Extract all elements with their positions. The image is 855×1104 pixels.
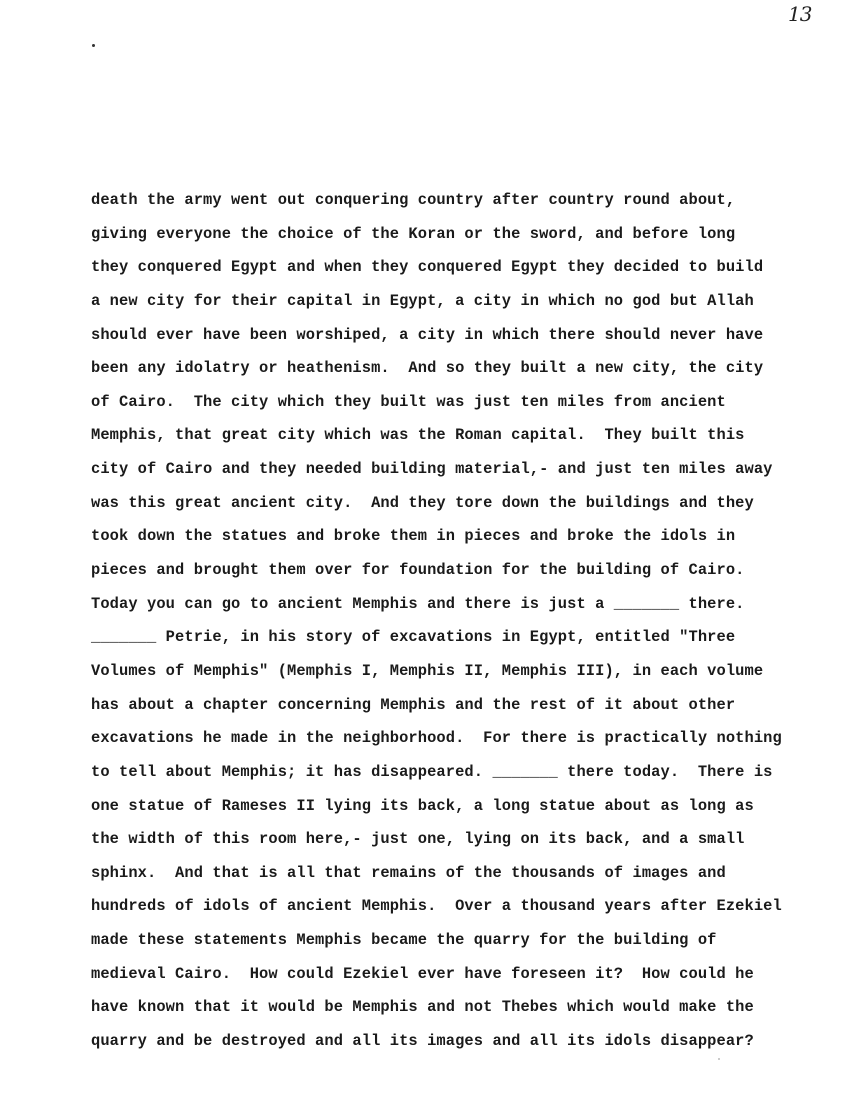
- text-line: to tell about Memphis; it has disappeared. _______ there today. There is: [91, 762, 773, 781]
- text-line: sphinx. And that is all that remains of the thousands of images and: [91, 863, 726, 882]
- text-line: giving everyone the choice of the Koran or the sword, and before long: [91, 224, 736, 243]
- text-line: they conquered Egypt and when they conquered Egypt they decided to build: [91, 258, 764, 277]
- text-line: city of Cairo and they needed building material,- and just ten miles away: [91, 460, 773, 479]
- body-text: [91, 184, 851, 1059]
- text-line: should ever have been worshiped, a city in which there should never have: [91, 325, 764, 344]
- ink-speck: [92, 44, 95, 47]
- text-line: took down the statues and broke them in pieces and broke the idols in: [91, 527, 736, 546]
- page-number: 13: [788, 2, 812, 26]
- text-line: the width of this room here,- just one, lying on its back, and a small: [91, 830, 745, 849]
- text-line: Today you can go to ancient Memphis and there is just a _______ there.: [91, 594, 745, 613]
- text-line: _______ Petrie, in his story of excavations in Egypt, entitled "Three: [91, 628, 736, 647]
- text-line: of Cairo. The city which they built was just ten miles from ancient: [91, 392, 726, 411]
- text-line: hundreds of idols of ancient Memphis. Over a thousand years after Ezekiel: [91, 897, 782, 916]
- text-line: been any idolatry or heathenism. And so they built a new city, the city: [91, 359, 764, 378]
- text-line: made these statements Memphis became the quarry for the building of: [91, 931, 717, 950]
- text-line: Memphis, that great city which was the Roman capital. They built this: [91, 426, 745, 445]
- text-line: medieval Cairo. How could Ezekiel ever have foreseen it? How could he: [91, 964, 754, 983]
- text-line: Volumes of Memphis" (Memphis I, Memphis II, Memphis III), in each volume: [91, 661, 764, 680]
- text-line: excavations he made in the neighborhood. For there is practically nothing: [91, 729, 782, 748]
- text-line: death the army went out conquering country after country round about,: [91, 191, 736, 209]
- text-line: have known that it would be Memphis and not Thebes which would make the: [91, 998, 754, 1017]
- text-line: quarry and be destroyed and all its images and all its idols disappear?: [91, 1032, 754, 1051]
- text-line: a new city for their capital in Egypt, a city in which no god but Allah: [91, 291, 754, 310]
- text-line: has about a chapter concerning Memphis and the rest of it about other: [91, 695, 736, 714]
- text-line: pieces and brought them over for foundation for the building of Cairo.: [91, 561, 745, 580]
- text-line: was this great ancient city. And they tore down the buildings and they: [91, 493, 754, 512]
- text-line: one statue of Rameses II lying its back, a long statue about as long as: [91, 796, 754, 815]
